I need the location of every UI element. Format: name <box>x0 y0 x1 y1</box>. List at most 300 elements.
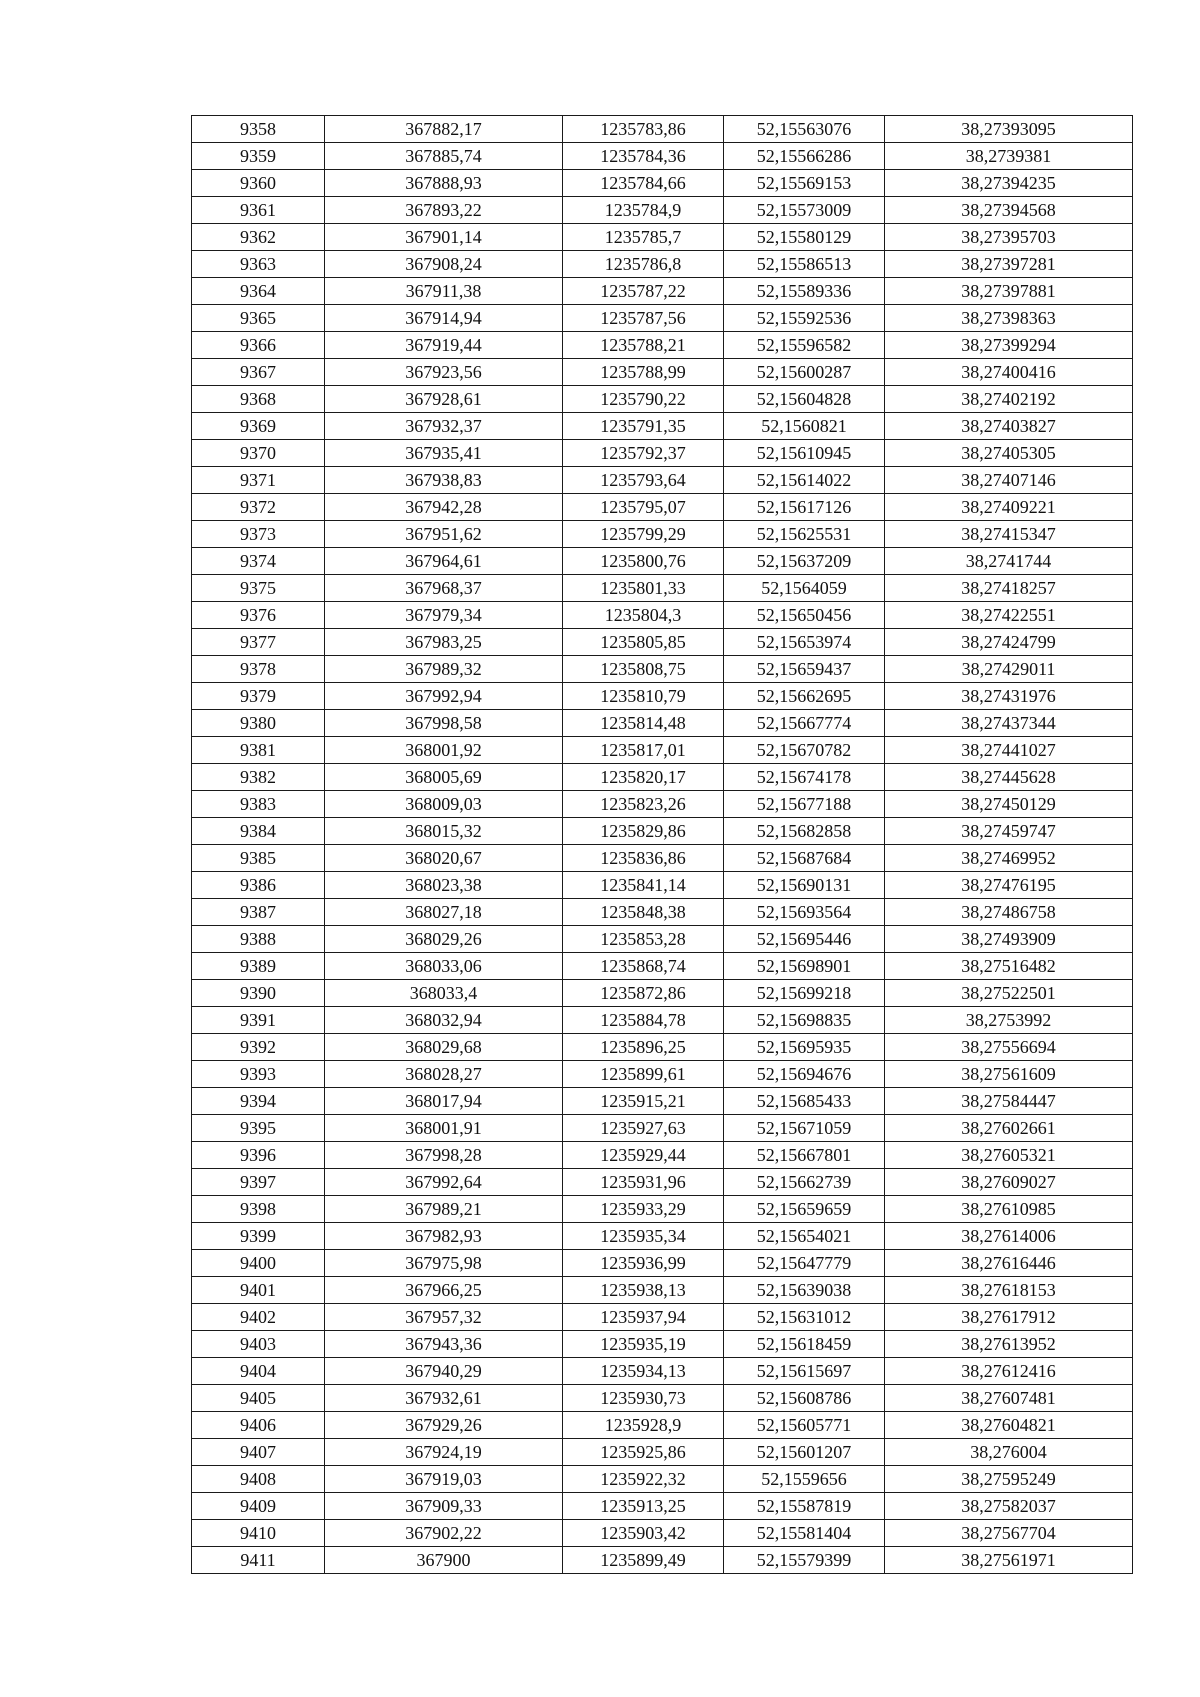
longitude-cell: 38,27610985 <box>885 1196 1133 1223</box>
table-row <box>192 953 1133 980</box>
latitude-cell: 52,15698901 <box>724 953 885 980</box>
table-row <box>192 251 1133 278</box>
point-number-cell: 9366 <box>192 332 325 359</box>
y-coordinate-cell: 1235915,21 <box>563 1088 724 1115</box>
latitude-cell: 52,15608786 <box>724 1385 885 1412</box>
point-number-cell: 9388 <box>192 926 325 953</box>
longitude-cell: 38,27424799 <box>885 629 1133 656</box>
latitude-cell: 52,15592536 <box>724 305 885 332</box>
latitude-cell: 52,15677188 <box>724 791 885 818</box>
table-row <box>192 1169 1133 1196</box>
x-coordinate-cell: 367989,32 <box>325 656 563 683</box>
longitude-cell: 38,2741744 <box>885 548 1133 575</box>
longitude-cell: 38,27516482 <box>885 953 1133 980</box>
longitude-cell: 38,27617912 <box>885 1304 1133 1331</box>
point-number-cell: 9361 <box>192 197 325 224</box>
y-coordinate-cell: 1235787,56 <box>563 305 724 332</box>
point-number-cell: 9399 <box>192 1223 325 1250</box>
y-coordinate-cell: 1235938,13 <box>563 1277 724 1304</box>
x-coordinate-cell: 367932,37 <box>325 413 563 440</box>
x-coordinate-cell: 367900 <box>325 1547 563 1574</box>
y-coordinate-cell: 1235823,26 <box>563 791 724 818</box>
longitude-cell: 38,27612416 <box>885 1358 1133 1385</box>
point-number-cell: 9368 <box>192 386 325 413</box>
latitude-cell: 52,15670782 <box>724 737 885 764</box>
latitude-cell: 52,15600287 <box>724 359 885 386</box>
point-number-cell: 9384 <box>192 818 325 845</box>
latitude-cell: 52,15569153 <box>724 170 885 197</box>
table-row <box>192 1412 1133 1439</box>
point-number-cell: 9400 <box>192 1250 325 1277</box>
longitude-cell: 38,27493909 <box>885 926 1133 953</box>
point-number-cell: 9372 <box>192 494 325 521</box>
longitude-cell: 38,27567704 <box>885 1520 1133 1547</box>
x-coordinate-cell: 367964,61 <box>325 548 563 575</box>
point-number-cell: 9364 <box>192 278 325 305</box>
longitude-cell: 38,2739381 <box>885 143 1133 170</box>
longitude-cell: 38,27399294 <box>885 332 1133 359</box>
table-row <box>192 1493 1133 1520</box>
table-row <box>192 1034 1133 1061</box>
longitude-cell: 38,27397281 <box>885 251 1133 278</box>
table-row <box>192 602 1133 629</box>
x-coordinate-cell: 367902,22 <box>325 1520 563 1547</box>
longitude-cell: 38,27422551 <box>885 602 1133 629</box>
longitude-cell: 38,27618153 <box>885 1277 1133 1304</box>
point-number-cell: 9376 <box>192 602 325 629</box>
longitude-cell: 38,27604821 <box>885 1412 1133 1439</box>
x-coordinate-cell: 367929,26 <box>325 1412 563 1439</box>
latitude-cell: 52,15685433 <box>724 1088 885 1115</box>
table-row <box>192 116 1133 143</box>
y-coordinate-cell: 1235872,86 <box>563 980 724 1007</box>
x-coordinate-cell: 367888,93 <box>325 170 563 197</box>
table-row <box>192 791 1133 818</box>
table-row <box>192 764 1133 791</box>
latitude-cell: 52,15573009 <box>724 197 885 224</box>
longitude-cell: 38,27403827 <box>885 413 1133 440</box>
latitude-cell: 52,15667774 <box>724 710 885 737</box>
longitude-cell: 38,27397881 <box>885 278 1133 305</box>
latitude-cell: 52,15693564 <box>724 899 885 926</box>
y-coordinate-cell: 1235848,38 <box>563 899 724 926</box>
x-coordinate-cell: 368020,67 <box>325 845 563 872</box>
latitude-cell: 52,15662695 <box>724 683 885 710</box>
longitude-cell: 38,27405305 <box>885 440 1133 467</box>
point-number-cell: 9411 <box>192 1547 325 1574</box>
table-row <box>192 845 1133 872</box>
point-number-cell: 9381 <box>192 737 325 764</box>
x-coordinate-cell: 368001,92 <box>325 737 563 764</box>
latitude-cell: 52,15667801 <box>724 1142 885 1169</box>
table-row <box>192 683 1133 710</box>
longitude-cell: 38,27584447 <box>885 1088 1133 1115</box>
point-number-cell: 9367 <box>192 359 325 386</box>
table-row <box>192 872 1133 899</box>
latitude-cell: 52,15581404 <box>724 1520 885 1547</box>
x-coordinate-cell: 367951,62 <box>325 521 563 548</box>
latitude-cell: 52,15695446 <box>724 926 885 953</box>
longitude-cell: 38,27609027 <box>885 1169 1133 1196</box>
table-row <box>192 521 1133 548</box>
longitude-cell: 38,27459747 <box>885 818 1133 845</box>
x-coordinate-cell: 367943,36 <box>325 1331 563 1358</box>
y-coordinate-cell: 1235817,01 <box>563 737 724 764</box>
y-coordinate-cell: 1235814,48 <box>563 710 724 737</box>
x-coordinate-cell: 368027,18 <box>325 899 563 926</box>
y-coordinate-cell: 1235913,25 <box>563 1493 724 1520</box>
point-number-cell: 9407 <box>192 1439 325 1466</box>
table-row <box>192 899 1133 926</box>
latitude-cell: 52,15654021 <box>724 1223 885 1250</box>
y-coordinate-cell: 1235927,63 <box>563 1115 724 1142</box>
longitude-cell: 38,27613952 <box>885 1331 1133 1358</box>
table-row <box>192 710 1133 737</box>
latitude-cell: 52,15671059 <box>724 1115 885 1142</box>
x-coordinate-cell: 367989,21 <box>325 1196 563 1223</box>
latitude-cell: 52,15586513 <box>724 251 885 278</box>
y-coordinate-cell: 1235931,96 <box>563 1169 724 1196</box>
longitude-cell: 38,27486758 <box>885 899 1133 926</box>
x-coordinate-cell: 367983,25 <box>325 629 563 656</box>
x-coordinate-cell: 368028,27 <box>325 1061 563 1088</box>
longitude-cell: 38,27409221 <box>885 494 1133 521</box>
y-coordinate-cell: 1235903,42 <box>563 1520 724 1547</box>
x-coordinate-cell: 368033,4 <box>325 980 563 1007</box>
longitude-cell: 38,276004 <box>885 1439 1133 1466</box>
y-coordinate-cell: 1235786,8 <box>563 251 724 278</box>
longitude-cell: 38,27407146 <box>885 467 1133 494</box>
latitude-cell: 52,15610945 <box>724 440 885 467</box>
y-coordinate-cell: 1235935,19 <box>563 1331 724 1358</box>
table-row <box>192 1466 1133 1493</box>
x-coordinate-cell: 367998,58 <box>325 710 563 737</box>
latitude-cell: 52,15615697 <box>724 1358 885 1385</box>
x-coordinate-cell: 367909,33 <box>325 1493 563 1520</box>
latitude-cell: 52,15625531 <box>724 521 885 548</box>
table-row <box>192 1277 1133 1304</box>
latitude-cell: 52,15682858 <box>724 818 885 845</box>
latitude-cell: 52,15639038 <box>724 1277 885 1304</box>
point-number-cell: 9394 <box>192 1088 325 1115</box>
x-coordinate-cell: 368029,26 <box>325 926 563 953</box>
point-number-cell: 9383 <box>192 791 325 818</box>
table-row <box>192 1007 1133 1034</box>
table-row <box>192 386 1133 413</box>
y-coordinate-cell: 1235799,29 <box>563 521 724 548</box>
table-row <box>192 1061 1133 1088</box>
point-number-cell: 9396 <box>192 1142 325 1169</box>
longitude-cell: 38,27395703 <box>885 224 1133 251</box>
table-row <box>192 413 1133 440</box>
table-row <box>192 1223 1133 1250</box>
longitude-cell: 38,27556694 <box>885 1034 1133 1061</box>
latitude-cell: 52,15698835 <box>724 1007 885 1034</box>
table-row <box>192 440 1133 467</box>
longitude-cell: 38,27450129 <box>885 791 1133 818</box>
y-coordinate-cell: 1235899,61 <box>563 1061 724 1088</box>
y-coordinate-cell: 1235928,9 <box>563 1412 724 1439</box>
x-coordinate-cell: 367885,74 <box>325 143 563 170</box>
y-coordinate-cell: 1235925,86 <box>563 1439 724 1466</box>
table-row <box>192 1088 1133 1115</box>
table-row <box>192 629 1133 656</box>
coordinates-table <box>191 115 1133 1574</box>
table-row <box>192 170 1133 197</box>
x-coordinate-cell: 367911,38 <box>325 278 563 305</box>
table-row <box>192 467 1133 494</box>
latitude-cell: 52,15589336 <box>724 278 885 305</box>
x-coordinate-cell: 367975,98 <box>325 1250 563 1277</box>
point-number-cell: 9389 <box>192 953 325 980</box>
x-coordinate-cell: 367908,24 <box>325 251 563 278</box>
y-coordinate-cell: 1235808,75 <box>563 656 724 683</box>
y-coordinate-cell: 1235820,17 <box>563 764 724 791</box>
y-coordinate-cell: 1235800,76 <box>563 548 724 575</box>
x-coordinate-cell: 367979,34 <box>325 602 563 629</box>
x-coordinate-cell: 368015,32 <box>325 818 563 845</box>
point-number-cell: 9408 <box>192 1466 325 1493</box>
latitude-cell: 52,15604828 <box>724 386 885 413</box>
table-row <box>192 143 1133 170</box>
table-row <box>192 1358 1133 1385</box>
y-coordinate-cell: 1235935,34 <box>563 1223 724 1250</box>
longitude-cell: 38,27445628 <box>885 764 1133 791</box>
y-coordinate-cell: 1235899,49 <box>563 1547 724 1574</box>
x-coordinate-cell: 367882,17 <box>325 116 563 143</box>
y-coordinate-cell: 1235783,86 <box>563 116 724 143</box>
x-coordinate-cell: 367940,29 <box>325 1358 563 1385</box>
table-row <box>192 1142 1133 1169</box>
point-number-cell: 9387 <box>192 899 325 926</box>
latitude-cell: 52,15631012 <box>724 1304 885 1331</box>
point-number-cell: 9370 <box>192 440 325 467</box>
latitude-cell: 52,15579399 <box>724 1547 885 1574</box>
y-coordinate-cell: 1235836,86 <box>563 845 724 872</box>
y-coordinate-cell: 1235787,22 <box>563 278 724 305</box>
latitude-cell: 52,15659437 <box>724 656 885 683</box>
y-coordinate-cell: 1235792,37 <box>563 440 724 467</box>
latitude-cell: 52,1564059 <box>724 575 885 602</box>
y-coordinate-cell: 1235784,9 <box>563 197 724 224</box>
y-coordinate-cell: 1235791,35 <box>563 413 724 440</box>
y-coordinate-cell: 1235801,33 <box>563 575 724 602</box>
table-row <box>192 278 1133 305</box>
table-row <box>192 332 1133 359</box>
longitude-cell: 38,27476195 <box>885 872 1133 899</box>
y-coordinate-cell: 1235804,3 <box>563 602 724 629</box>
longitude-cell: 38,27605321 <box>885 1142 1133 1169</box>
y-coordinate-cell: 1235829,86 <box>563 818 724 845</box>
table-row <box>192 197 1133 224</box>
longitude-cell: 38,27616446 <box>885 1250 1133 1277</box>
point-number-cell: 9405 <box>192 1385 325 1412</box>
table-row <box>192 1520 1133 1547</box>
longitude-cell: 38,27431976 <box>885 683 1133 710</box>
latitude-cell: 52,15694676 <box>724 1061 885 1088</box>
y-coordinate-cell: 1235933,29 <box>563 1196 724 1223</box>
point-number-cell: 9410 <box>192 1520 325 1547</box>
longitude-cell: 38,27522501 <box>885 980 1133 1007</box>
point-number-cell: 9380 <box>192 710 325 737</box>
table-row <box>192 359 1133 386</box>
y-coordinate-cell: 1235788,99 <box>563 359 724 386</box>
longitude-cell: 38,27402192 <box>885 386 1133 413</box>
table-row <box>192 1331 1133 1358</box>
table-row <box>192 224 1133 251</box>
point-number-cell: 9379 <box>192 683 325 710</box>
y-coordinate-cell: 1235788,21 <box>563 332 724 359</box>
point-number-cell: 9402 <box>192 1304 325 1331</box>
latitude-cell: 52,1560821 <box>724 413 885 440</box>
longitude-cell: 38,27469952 <box>885 845 1133 872</box>
point-number-cell: 9369 <box>192 413 325 440</box>
table-row <box>192 548 1133 575</box>
x-coordinate-cell: 368009,03 <box>325 791 563 818</box>
longitude-cell: 38,27595249 <box>885 1466 1133 1493</box>
longitude-cell: 38,27394235 <box>885 170 1133 197</box>
y-coordinate-cell: 1235884,78 <box>563 1007 724 1034</box>
x-coordinate-cell: 367923,56 <box>325 359 563 386</box>
latitude-cell: 52,15647779 <box>724 1250 885 1277</box>
point-number-cell: 9403 <box>192 1331 325 1358</box>
latitude-cell: 52,15653974 <box>724 629 885 656</box>
latitude-cell: 52,15637209 <box>724 548 885 575</box>
longitude-cell: 38,27415347 <box>885 521 1133 548</box>
x-coordinate-cell: 367992,64 <box>325 1169 563 1196</box>
point-number-cell: 9397 <box>192 1169 325 1196</box>
longitude-cell: 38,27437344 <box>885 710 1133 737</box>
longitude-cell: 38,27561609 <box>885 1061 1133 1088</box>
latitude-cell: 52,15650456 <box>724 602 885 629</box>
x-coordinate-cell: 368001,91 <box>325 1115 563 1142</box>
table-row <box>192 818 1133 845</box>
point-number-cell: 9371 <box>192 467 325 494</box>
table-row <box>192 1547 1133 1574</box>
latitude-cell: 52,15690131 <box>724 872 885 899</box>
y-coordinate-cell: 1235937,94 <box>563 1304 724 1331</box>
x-coordinate-cell: 367966,25 <box>325 1277 563 1304</box>
point-number-cell: 9358 <box>192 116 325 143</box>
x-coordinate-cell: 367932,61 <box>325 1385 563 1412</box>
longitude-cell: 38,27441027 <box>885 737 1133 764</box>
x-coordinate-cell: 367942,28 <box>325 494 563 521</box>
y-coordinate-cell: 1235795,07 <box>563 494 724 521</box>
x-coordinate-cell: 367893,22 <box>325 197 563 224</box>
latitude-cell: 52,15580129 <box>724 224 885 251</box>
longitude-cell: 38,27418257 <box>885 575 1133 602</box>
y-coordinate-cell: 1235841,14 <box>563 872 724 899</box>
longitude-cell: 38,27607481 <box>885 1385 1133 1412</box>
x-coordinate-cell: 368023,38 <box>325 872 563 899</box>
table-row <box>192 575 1133 602</box>
point-number-cell: 9392 <box>192 1034 325 1061</box>
y-coordinate-cell: 1235784,36 <box>563 143 724 170</box>
latitude-cell: 52,15674178 <box>724 764 885 791</box>
longitude-cell: 38,27394568 <box>885 197 1133 224</box>
y-coordinate-cell: 1235790,22 <box>563 386 724 413</box>
point-number-cell: 9360 <box>192 170 325 197</box>
y-coordinate-cell: 1235922,32 <box>563 1466 724 1493</box>
x-coordinate-cell: 367998,28 <box>325 1142 563 1169</box>
table-row <box>192 494 1133 521</box>
latitude-cell: 52,15596582 <box>724 332 885 359</box>
x-coordinate-cell: 367919,03 <box>325 1466 563 1493</box>
latitude-cell: 52,15614022 <box>724 467 885 494</box>
longitude-cell: 38,27561971 <box>885 1547 1133 1574</box>
longitude-cell: 38,27582037 <box>885 1493 1133 1520</box>
latitude-cell: 52,15659659 <box>724 1196 885 1223</box>
point-number-cell: 9374 <box>192 548 325 575</box>
y-coordinate-cell: 1235805,85 <box>563 629 724 656</box>
point-number-cell: 9404 <box>192 1358 325 1385</box>
point-number-cell: 9375 <box>192 575 325 602</box>
point-number-cell: 9378 <box>192 656 325 683</box>
table-row <box>192 656 1133 683</box>
y-coordinate-cell: 1235929,44 <box>563 1142 724 1169</box>
x-coordinate-cell: 368029,68 <box>325 1034 563 1061</box>
point-number-cell: 9409 <box>192 1493 325 1520</box>
latitude-cell: 52,15687684 <box>724 845 885 872</box>
latitude-cell: 52,15566286 <box>724 143 885 170</box>
y-coordinate-cell: 1235785,7 <box>563 224 724 251</box>
table-row <box>192 926 1133 953</box>
x-coordinate-cell: 368005,69 <box>325 764 563 791</box>
x-coordinate-cell: 367928,61 <box>325 386 563 413</box>
point-number-cell: 9393 <box>192 1061 325 1088</box>
latitude-cell: 52,15605771 <box>724 1412 885 1439</box>
table-row <box>192 737 1133 764</box>
table-row <box>192 1385 1133 1412</box>
point-number-cell: 9385 <box>192 845 325 872</box>
coordinates-table-body <box>192 116 1133 1574</box>
table-row <box>192 1250 1133 1277</box>
point-number-cell: 9390 <box>192 980 325 1007</box>
table-row <box>192 980 1133 1007</box>
y-coordinate-cell: 1235868,74 <box>563 953 724 980</box>
table-row <box>192 1196 1133 1223</box>
point-number-cell: 9359 <box>192 143 325 170</box>
x-coordinate-cell: 367957,32 <box>325 1304 563 1331</box>
point-number-cell: 9382 <box>192 764 325 791</box>
table-row <box>192 1115 1133 1142</box>
table-row <box>192 1439 1133 1466</box>
table-row <box>192 1304 1133 1331</box>
x-coordinate-cell: 367968,37 <box>325 575 563 602</box>
latitude-cell: 52,15662739 <box>724 1169 885 1196</box>
point-number-cell: 9377 <box>192 629 325 656</box>
x-coordinate-cell: 368032,94 <box>325 1007 563 1034</box>
x-coordinate-cell: 368033,06 <box>325 953 563 980</box>
point-number-cell: 9398 <box>192 1196 325 1223</box>
table-row <box>192 305 1133 332</box>
x-coordinate-cell: 367924,19 <box>325 1439 563 1466</box>
latitude-cell: 52,1559656 <box>724 1466 885 1493</box>
y-coordinate-cell: 1235784,66 <box>563 170 724 197</box>
latitude-cell: 52,15618459 <box>724 1331 885 1358</box>
latitude-cell: 52,15699218 <box>724 980 885 1007</box>
x-coordinate-cell: 367992,94 <box>325 683 563 710</box>
x-coordinate-cell: 367914,94 <box>325 305 563 332</box>
longitude-cell: 38,2753992 <box>885 1007 1133 1034</box>
longitude-cell: 38,27400416 <box>885 359 1133 386</box>
x-coordinate-cell: 367901,14 <box>325 224 563 251</box>
longitude-cell: 38,27614006 <box>885 1223 1133 1250</box>
x-coordinate-cell: 367935,41 <box>325 440 563 467</box>
point-number-cell: 9395 <box>192 1115 325 1142</box>
y-coordinate-cell: 1235934,13 <box>563 1358 724 1385</box>
latitude-cell: 52,15563076 <box>724 116 885 143</box>
